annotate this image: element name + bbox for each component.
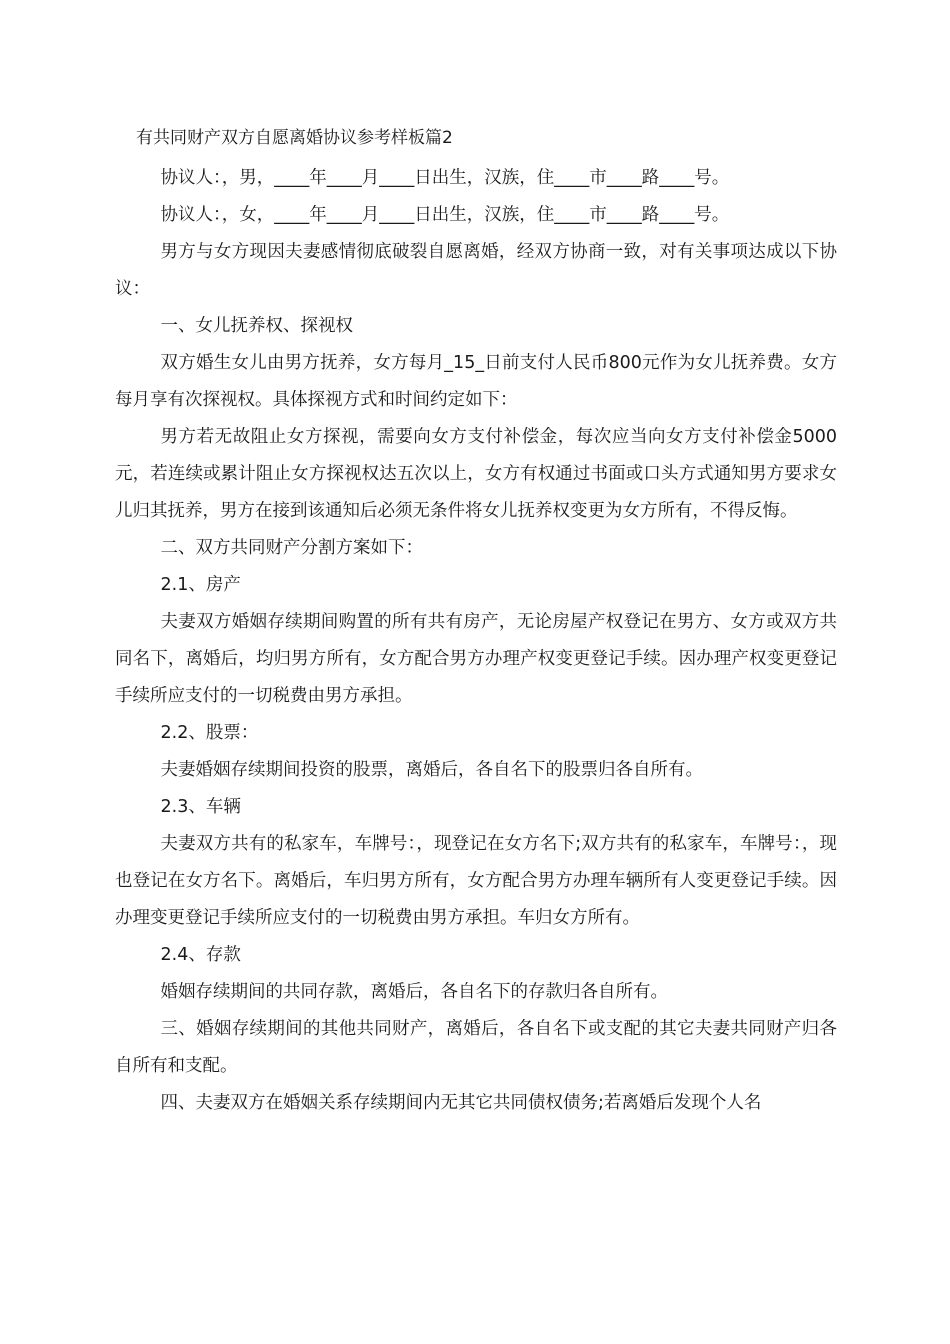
subsection-heading-real-estate: 2.1、房产 xyxy=(160,575,241,595)
subsection-heading-vehicles: 2.3、车辆 xyxy=(160,797,241,817)
section-heading-property: 二、双方共同财产分割方案如下： xyxy=(160,538,423,558)
paragraph-debts: 四、夫妻双方在婚姻关系存续期间内无其它共同债权债务;若离婚后发现个人名 xyxy=(160,1093,762,1113)
document-body xyxy=(115,160,837,1122)
section-heading-custody: 一、女儿抚养权、探视权 xyxy=(160,316,353,336)
subsection-heading-deposits: 2.4、存款 xyxy=(160,945,241,965)
subsection-heading-stocks: 2.2、股票： xyxy=(160,723,259,743)
paragraph-party-female: 协议人：，女，____年____月____日出生，汉族，住____市____路____号。 xyxy=(160,205,730,225)
paragraph-other-property: 三、婚姻存续期间的其他共同财产，离婚后，各自名下或支配的其它夫妻共同财产归各自所有和支配。 xyxy=(115,1019,837,1076)
paragraph-stocks: 夫妻婚姻存续期间投资的股票，离婚后，各自名下的股票归各自所有。 xyxy=(160,760,703,780)
paragraph-deposits: 婚姻存续期间的共同存款，离婚后，各自名下的存款归各自所有。 xyxy=(160,982,668,1002)
document-title: 有共同财产双方自愿离婚协议参考样板篇2 xyxy=(136,128,453,148)
paragraph-preamble: 男方与女方现因夫妻感情彻底破裂自愿离婚，经双方协商一致，对有关事项达成以下协议： xyxy=(115,242,837,299)
paragraph-custody: 双方婚生女儿由男方抚养，女方每月_15_日前支付人民币800元作为女儿抚养费。女方每月享有次探视权。具体探视方式和时间约定如下： xyxy=(115,353,837,410)
paragraph-visitation-penalty: 男方若无故阻止女方探视，需要向女方支付补偿金，每次应当向女方支付补偿金5000元，若连续或累计阻止女方探视权达五次以上，女方有权通过书面或口头方式通知男方要求女儿归其抚养，男方在接到该通知后必须无条件将女儿抚养权变更为女方所有，不得反悔。 xyxy=(115,427,837,521)
paragraph-party-male: 协议人：，男，____年____月____日出生，汉族，住____市____路____号。 xyxy=(160,168,730,188)
paragraph-real-estate: 夫妻双方婚姻存续期间购置的所有共有房产，无论房屋产权登记在男方、女方或双方共同名下，离婚后，均归男方所有，女方配合男方办理产权变更登记手续。因办理产权变更登记手续所应支付的一切税费由男方承担。 xyxy=(115,612,837,706)
paragraph-vehicles: 夫妻双方共有的私家车，车牌号：，现登记在女方名下;双方共有的私家车，车牌号：，现也登记在女方名下。离婚后，车归男方所有，女方配合男方办理车辆所有人变更登记手续。因办理变更登记手续所应支付的一切税费由男方承担。车归女方所有。 xyxy=(115,834,837,928)
